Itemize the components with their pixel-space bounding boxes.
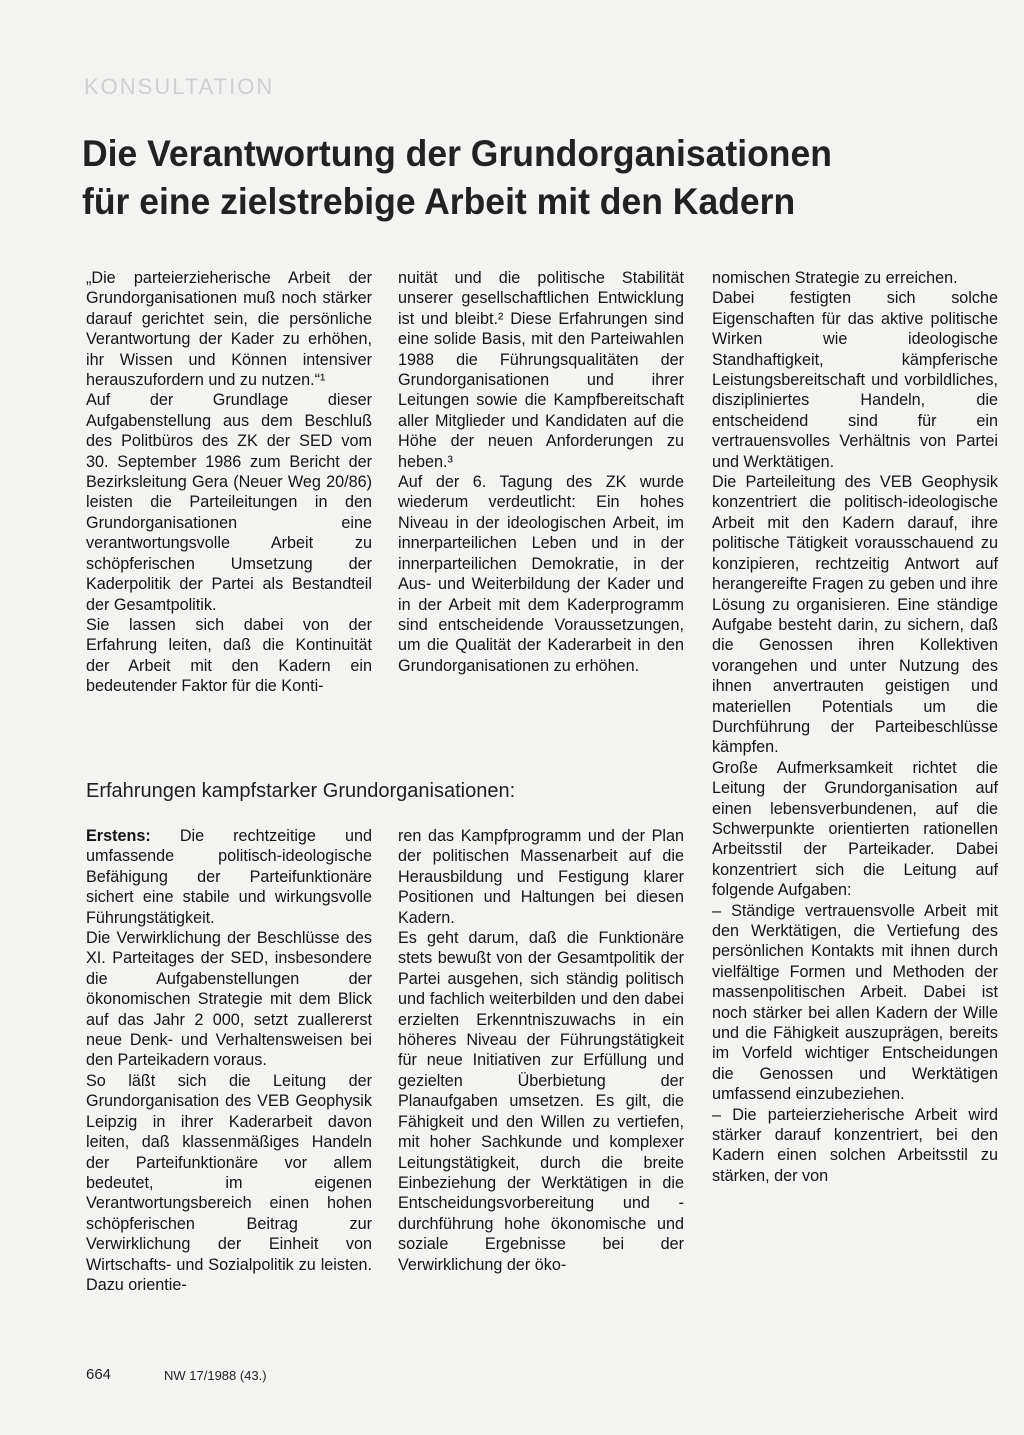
subsection-column-1 — [86, 826, 372, 1295]
paragraph: nuität und die politische Stabilität unserer gesellschaftlichen Entwicklung ist und bleibt.² Diese Erfahrungen sind eine solide Basis, mit den Parteiwahlen 1988 die Führungsqualitäten der Grundorganisationen und ihrer Leitungen sowie die Kampfbereitschaft aller Mitglieder und Kandidaten auf die Höhe der neuen Anforderungen zu heben.³ — [398, 269, 684, 471]
section-subheading: Erfahrungen kampfstarker Grundorganisationen: — [86, 780, 516, 802]
article-title-line-2: für eine zielstrebige Arbeit mit den Kadern — [82, 181, 796, 222]
lead-text: Die rechtzeitige und umfassende politisch-ideologische Befähigung der Parteifunktionäre sichert eine stabile und wirkungsvolle Führungstätigkeit. — [86, 827, 372, 927]
paragraph — [86, 826, 372, 928]
paragraph: – Ständige vertrauensvolle Arbeit mit den Werktätigen, die Vertiefung des persönlichen Kontakts mit ihnen durch vielfältige Formen und Methoden der massenpolitischen Arbeit. Dabei ist noch stärker bei allen Kadern der Wille und die Fähigkeit auszuprägen, bereits im Vorfeld wichtiger Entscheidungen die Genossen und Werktätigen umfassend einzubeziehen. — [712, 901, 998, 1104]
paragraph: Dabei festigten sich solche Eigenschaften für das aktive politische Wirken wie ideologische Standhaftigkeit, kämpferische Leistungsbereitschaft und vorbildliches, diszipliniertes Handeln, die entscheidend sind für ein vertrauensvolles Verhältnis von Partei und Werktätigen. — [712, 289, 998, 471]
column-2 — [398, 268, 684, 676]
paragraph: Es geht darum, daß die Funktionäre stets bewußt von der Gesamtpolitik der Partei ausgehen, sich ständig politisch und fachlich weiterbilden und den dabei erzielten Erkenntniszuwachs in ein höheres Niveau der Führungstätigkeit für neue Initiativen zur Erfüllung und gezielten Überbietung der Planaufgaben umsetzen. Es gilt, die Fähigkeit und den Willen zu vertiefen, mit hoher Sachkunde und komplexer Leitungstätigkeit, durch die breite Einbeziehung der Werktätigen in die Entscheidungsvorbereitung und -durchführung hohe ökonomische und soziale Ergebnisse bei der Verwirklichung der öko- — [398, 929, 684, 1274]
paragraph: Auf der 6. Tagung des ZK wurde wiederum verdeutlicht: Ein hohes Niveau in der ideologischen Arbeit, im innerparteilichen Leben und in der innerparteilichen Demokratie, in der Aus- und Weiterbildung der Kader und in der Arbeit mit dem Kaderprogramm sind entscheidende Voraussetzungen, um die Qualität der Kaderarbeit in den Grundorganisationen zu erhöhen. — [398, 473, 684, 675]
paragraph: nomischen Strategie zu erreichen. — [712, 269, 958, 287]
page-number: 664 — [86, 1366, 112, 1383]
article-title — [82, 130, 965, 226]
paragraph: So läßt sich die Leitung der Grundorganisation des VEB Geophysik Leipzig in ihrer Kaderarbeit davon leiten, daß klassenmäßiges Handeln der Parteifunktionäre vor allem bedeutet, im eigenen Verantwortungsbereich einen hohen schöpferischen Beitrag zur Verwirklichung der Einheit von Wirtschafts- und Sozialpolitik zu leisten. Dazu orientie- — [86, 1071, 372, 1294]
subsection-column-2 — [398, 826, 684, 1275]
column-1 — [86, 268, 372, 697]
paragraph: Große Aufmerksamkeit richtet die Leitung der Grundorganisation auf einen lebensverbundenen, auf die Schwerpunkte orientierten rationellen Arbeitsstil der Parteikader. Dabei konzentriert sich die Leitung auf folgende Aufgaben: — [712, 758, 998, 900]
paragraph: Sie lassen sich dabei von der Erfahrung leiten, daß die Kontinuität der Arbeit mit den Kadern ein bedeutender Faktor für die Konti- — [86, 615, 372, 696]
section-kicker: KONSULTATION — [84, 74, 275, 99]
column-3 — [712, 268, 998, 1186]
paragraph: Die Verwirklichung der Beschlüsse des XI. Parteitages der SED, insbesondere die Aufgabenstellungen der ökonomischen Strategie mit dem Blick auf das Jahr 2 000, setzt zuallererst neue Denk- und Verhaltensweisen bei den Parteikadern voraus. — [86, 929, 372, 1070]
paragraph: – Die parteierzieherische Arbeit wird stärker darauf konzentriert, bei den Kadern einen solchen Arbeitsstil zu stärken, der von — [712, 1105, 998, 1185]
article-title-line-1: Die Verantwortung der Grundorganisationen — [82, 133, 832, 174]
lead-in: Erstens: — [86, 827, 151, 845]
paragraph: Die Parteileitung des VEB Geophysik konzentriert die politisch-ideologische Arbeit mit den Kadern darauf, ihre politische Tätigkeit vorausschauend zu konzipieren, rechtzeitig Antwort auf herangereifte Fragen zu geben und ihre Lösung zu organisieren. Eine ständige Aufgabe besteht darin, zu sichern, daß die Genossen ihren Kollektiven vorangehen und unter Nutzung des ihnen anvertrauten geistigen und materiellen Potentials um die Durchführung der Parteibeschlüsse kämpfen. — [712, 473, 998, 757]
paragraph: Auf der Grundlage dieser Aufgabenstellung aus dem Beschluß des Politbüros des ZK der SED vom 30. September 1986 zum Bericht der Bezirksleitung Gera (Neuer Weg 20/86) leisten die Parteileitungen in den Grundorganisationen eine verantwortungsvolle Arbeit zu schöpferischen Umsetzung der Kaderpolitik der Partei als Bestandteil der Gesamtpolitik. — [86, 391, 372, 614]
paragraph: „Die parteierzieherische Arbeit der Grundorganisationen muß noch stärker darauf gerichtet sein, die persönliche Verantwortung der Kader zu erhöhen, ihr Wissen und Können intensiver herauszufordern und zu nutzen.“¹ — [86, 269, 372, 390]
paragraph: ren das Kampfprogramm und der Plan der politischen Massenarbeit auf die Herausbildung und Festigung klarer Positionen und Haltungen bei diesen Kadern. — [398, 827, 684, 927]
issue-reference: NW 17/1988 (43.) — [164, 1368, 267, 1383]
